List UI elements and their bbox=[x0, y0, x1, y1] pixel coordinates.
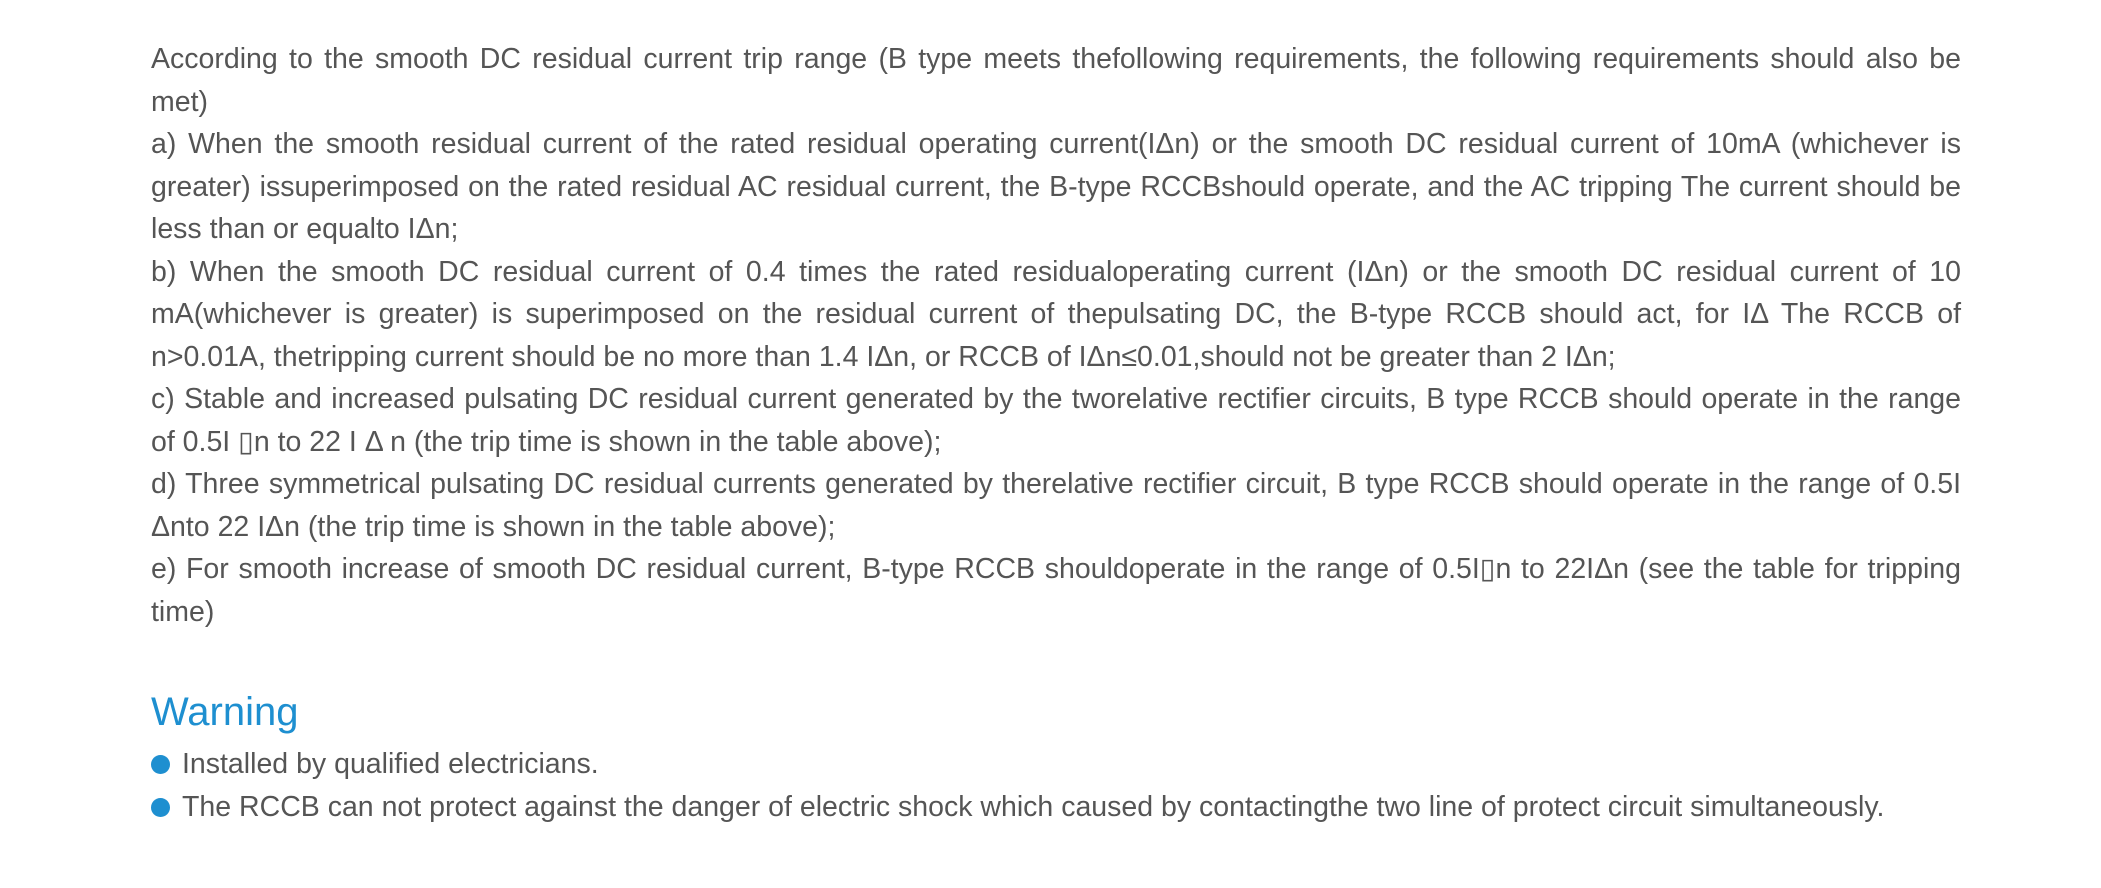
document-body bbox=[151, 38, 1961, 829]
list-item bbox=[151, 743, 1961, 786]
warning-text: Installed by qualified electricians. bbox=[182, 748, 599, 780]
requirement-b: b) When the smooth DC residual current of 0.4 times the rated residualoperating current (IΔn) or the smooth DC residual current of 10 mA(whichever is greater) is superimposed on the residual current of thepulsating DC, the B-type RCCB should act, for IΔ The RCCB of n>0.01A, thetripping current should be no more than 1.4 IΔn, or RCCB of IΔn≤0.01,should not be greater than 2 IΔn; bbox=[151, 255, 1961, 373]
requirement-e: e) For smooth increase of smooth DC residual current, B-type RCCB shouldoperate in the range of 0.5I▯n to 22IΔn (see the table for tripping time) bbox=[151, 553, 1961, 628]
warning-heading: Warning bbox=[151, 690, 299, 734]
requirement-d: d) Three symmetrical pulsating DC residual currents generated by therelative rectifier circuit, B type RCCB should operate in the range of 0.5I Δnto 22 IΔn (the trip time is shown in the table above); bbox=[151, 468, 1961, 543]
requirement-c: c) Stable and increased pulsating DC residual current generated by the tworelative rectifier circuits, B type RCCB should operate in the range of 0.5I ▯n to 22 I Δ n (the trip time is shown in the table above); bbox=[151, 383, 1961, 458]
warning-list bbox=[151, 743, 1961, 829]
bullet-dot-icon bbox=[151, 798, 170, 817]
bullet-dot-icon bbox=[151, 755, 170, 774]
warning-text: The RCCB can not protect against the danger of electric shock which caused by contactingthe two line of protect circuit simultaneously. bbox=[182, 791, 1885, 823]
intro-paragraph: According to the smooth DC residual current trip range (B type meets thefollowing requirements, the following requirements should also be met) bbox=[151, 43, 1961, 118]
requirement-a: a) When the smooth residual current of the rated residual operating current(IΔn) or the smooth DC residual current of 10mA (whichever is greater) issuperimposed on the rated residual AC residual current, the B-type RCCBshould operate, and the AC tripping The current should be less than or equalto IΔn; bbox=[151, 128, 1961, 245]
list-item bbox=[151, 786, 1961, 829]
